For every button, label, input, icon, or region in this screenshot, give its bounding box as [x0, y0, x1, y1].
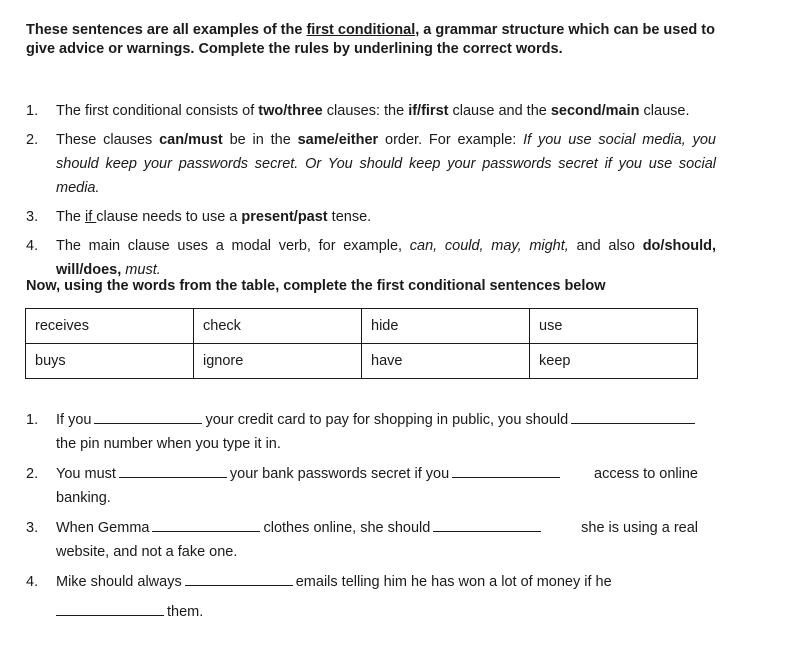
choice-if-first[interactable]: if/first — [408, 103, 449, 119]
sentence-number: 2. — [26, 466, 39, 482]
word-table-row — [26, 344, 698, 379]
rule-text — [56, 128, 716, 200]
rule-number: 1. — [26, 103, 39, 119]
rule-text — [56, 99, 716, 123]
word-cell: check — [194, 309, 362, 344]
sentence-line — [56, 600, 698, 624]
rule-segment: and also — [568, 238, 643, 254]
answer-blank[interactable] — [152, 517, 260, 532]
sentence-text: your bank passwords secret if you — [229, 466, 450, 482]
rule-number: 4. — [26, 238, 39, 254]
choice-present-past[interactable]: present/past — [241, 209, 328, 225]
rule-segment: The first conditional consists of — [56, 103, 259, 119]
word-cell: receives — [26, 309, 194, 344]
word-cell: ignore — [194, 344, 362, 379]
sentence-text: When Gemma — [56, 520, 150, 536]
rule-example: If you use social media, you should keep your passwords secret. Or You should keep your passwords secret if you use social media. — [56, 132, 716, 196]
sentence-line — [56, 570, 698, 594]
rule-if-term: if — [85, 209, 97, 225]
sentence-item-2 — [26, 462, 698, 510]
rule-item-1 — [26, 99, 716, 123]
answer-blank[interactable] — [433, 517, 541, 532]
sentence-item-3 — [26, 516, 698, 564]
rule-modal-examples: can, could, may, might, — [409, 238, 569, 254]
rule-segment: The — [56, 209, 86, 225]
word-cell: have — [362, 344, 530, 379]
intro-text-1: These sentences are all examples of the — [26, 22, 307, 38]
rule-segment: order. For example: — [378, 132, 524, 148]
answer-blank[interactable] — [452, 463, 560, 478]
sentence-number: 1. — [26, 412, 39, 428]
sentence-line — [56, 516, 698, 540]
rule-segment: The main clause uses a modal verb, for example, — [56, 238, 410, 254]
sentence-text: You must — [56, 466, 116, 482]
answer-blank[interactable] — [185, 571, 293, 586]
rule-modal-must: must. — [125, 262, 161, 278]
choice-two-three[interactable]: two/three — [258, 103, 323, 119]
sentence-text: banking. — [56, 490, 111, 506]
sentence-line — [56, 408, 698, 432]
choice-same-either[interactable]: same/either — [297, 132, 379, 148]
word-cell: use — [530, 309, 698, 344]
answer-blank[interactable] — [571, 409, 695, 424]
choice-do-should-will-does[interactable]: do/should, will/does, — [56, 238, 716, 278]
sentence-text: them. — [167, 604, 204, 620]
rule-item-3 — [26, 205, 716, 229]
sentence-text: emails telling him he has won a lot of money if he — [295, 574, 612, 590]
rule-segment: clause needs to use a — [96, 209, 242, 225]
rule-number: 3. — [26, 209, 39, 225]
word-cell: keep — [530, 344, 698, 379]
rule-segment: clauses: the — [322, 103, 409, 119]
rule-text — [56, 205, 716, 229]
sentence-number: 4. — [26, 574, 39, 590]
sentence-item-4 — [26, 570, 698, 624]
rule-segment: clause and the — [448, 103, 551, 119]
choice-second-main[interactable]: second/main — [550, 103, 640, 119]
rule-item-2 — [26, 128, 716, 200]
sentence-text: the pin number when you type it in. — [56, 436, 281, 452]
rules-list — [26, 99, 716, 287]
sentence-text: access to online — [594, 466, 698, 482]
sentence-text: she is using a real — [581, 520, 698, 536]
rule-segment: be in the — [222, 132, 298, 148]
rule-item-4 — [26, 234, 716, 282]
answer-blank[interactable] — [56, 601, 164, 616]
sentence-line — [56, 462, 698, 486]
instruction-text: Now, using the words from the table, complete the first conditional sentences below — [26, 278, 606, 294]
intro-paragraph — [26, 21, 716, 59]
rule-segment: These clauses — [56, 132, 160, 148]
rule-text — [56, 234, 716, 282]
word-cell: hide — [362, 309, 530, 344]
intro-text-2: , a grammar structure which can be used to give advice or warnings. Complete the rules by underlining the correct words. — [26, 22, 715, 57]
answer-blank[interactable] — [119, 463, 227, 478]
sentence-text: your credit card to pay for shopping in public, you should — [205, 412, 569, 428]
sentence-text: website, and not a fake one. — [56, 544, 238, 560]
answer-blank[interactable] — [94, 409, 202, 424]
sentence-text: clothes online, she should — [263, 520, 431, 536]
rule-segment: tense. — [327, 209, 372, 225]
intro-term: first conditional — [306, 22, 416, 38]
sentence-item-1 — [26, 408, 698, 456]
sentence-text: Mike should always — [56, 574, 182, 590]
word-cell: buys — [26, 344, 194, 379]
word-table — [25, 308, 698, 379]
rule-number: 2. — [26, 132, 39, 148]
choice-can-must[interactable]: can/must — [159, 132, 223, 148]
sentence-number: 3. — [26, 520, 39, 536]
sentences-list — [26, 408, 698, 630]
sentence-text: If you — [56, 412, 92, 428]
word-table-row — [26, 309, 698, 344]
rule-segment: clause. — [639, 103, 690, 119]
